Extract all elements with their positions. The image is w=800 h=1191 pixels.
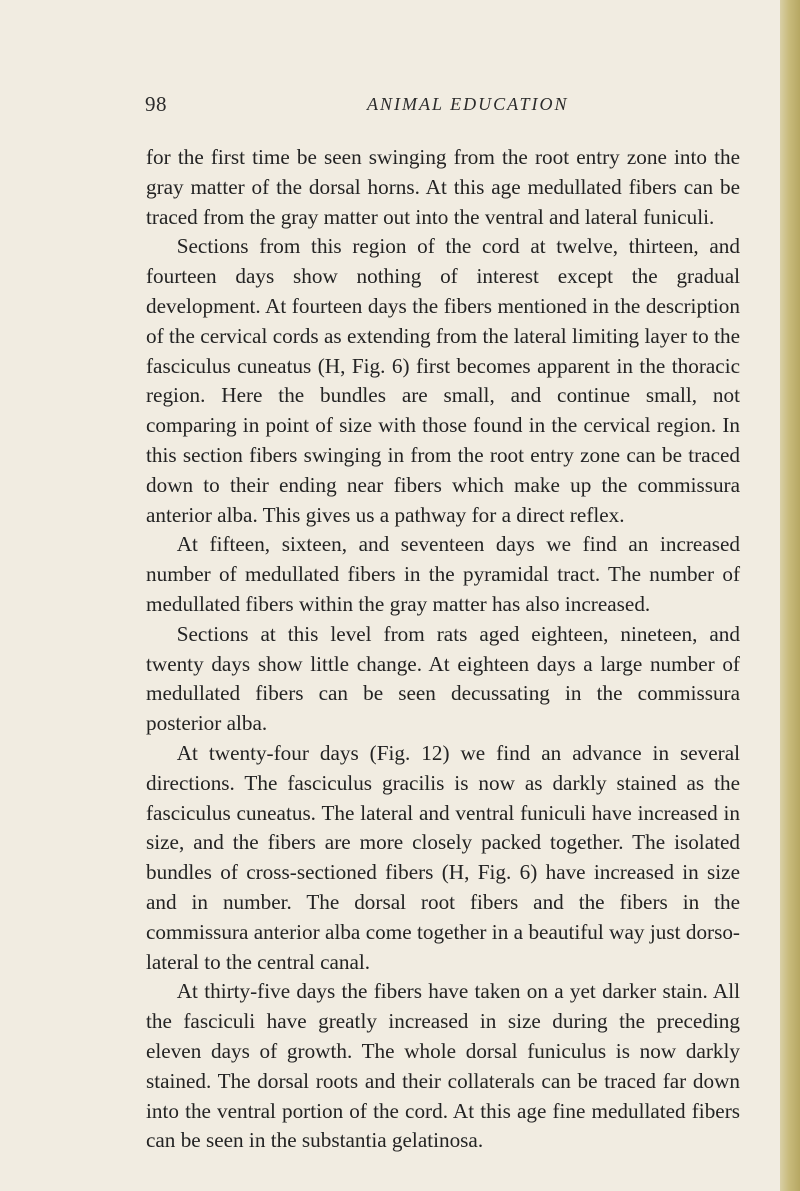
paragraph-1: for the first time be seen swinging from the root entry zone into the gray matter of the dorsal horns. At this age medullated fibers can be traced from the gray matter out into the ventral and lateral funiculi. <box>146 145 740 229</box>
body-text <box>146 143 740 1156</box>
paragraph-3: At fifteen, sixteen, and seventeen days we find an increased number of medullated fibers in the pyramidal tract. The number of medullated fibers within the gray matter has also increased. <box>146 532 740 616</box>
page-edge-shadow <box>780 0 800 1191</box>
paragraph-2: Sections from this region of the cord at twelve, thirteen, and fourteen days show nothing of interest except the gradual development. At fourteen days the fibers mentioned in the description of the cervical cords as extending from the lateral limiting layer to the fasciculus cuneatus (H, Fig. 6) first becomes apparent in the thoracic region. Here the bundles are small, and continue small, not comparing in point of size with those found in the cervical region. In this section fibers swinging in from the root entry zone can be traced down to their ending near fibers which make up the commissura anterior alba. This gives us a pathway for a direct reflex. <box>146 234 740 527</box>
running-head <box>145 92 740 122</box>
chapter-title: ANIMAL EDUCATION <box>367 94 569 114</box>
paragraph-6: At thirty-five days the fibers have taken on a yet darker stain. All the fasciculi have greatly increased in size during the preceding eleven days of growth. The whole dorsal funiculus is now darkly stained. The dorsal roots and their collaterals can be traced far down into the ventral portion of the cord. At this age fine medullated fibers can be seen in the substantia gelatinosa. <box>146 979 740 1153</box>
paragraph-5: At twenty-four days (Fig. 12) we find an advance in several directions. The fasciculus gracilis is now as darkly stained as the fasciculus cuneatus. The lateral and ventral funiculi have increased in size, and the fibers are more closely packed together. The isolated bundles of cross-sectioned fibers (H, Fig. 6) have increased in size and in number. The dorsal root fibers and the fibers in the commissura anterior alba come together in a beautiful way just dorso-lateral to the central canal. <box>146 740 740 974</box>
page-number: 98 <box>145 92 167 116</box>
paragraph-4: Sections at this level from rats aged eighteen, nineteen, and twenty days show little change. At eighteen days a large number of medullated fibers can be seen decussating in the commissura posterior alba. <box>146 621 740 736</box>
